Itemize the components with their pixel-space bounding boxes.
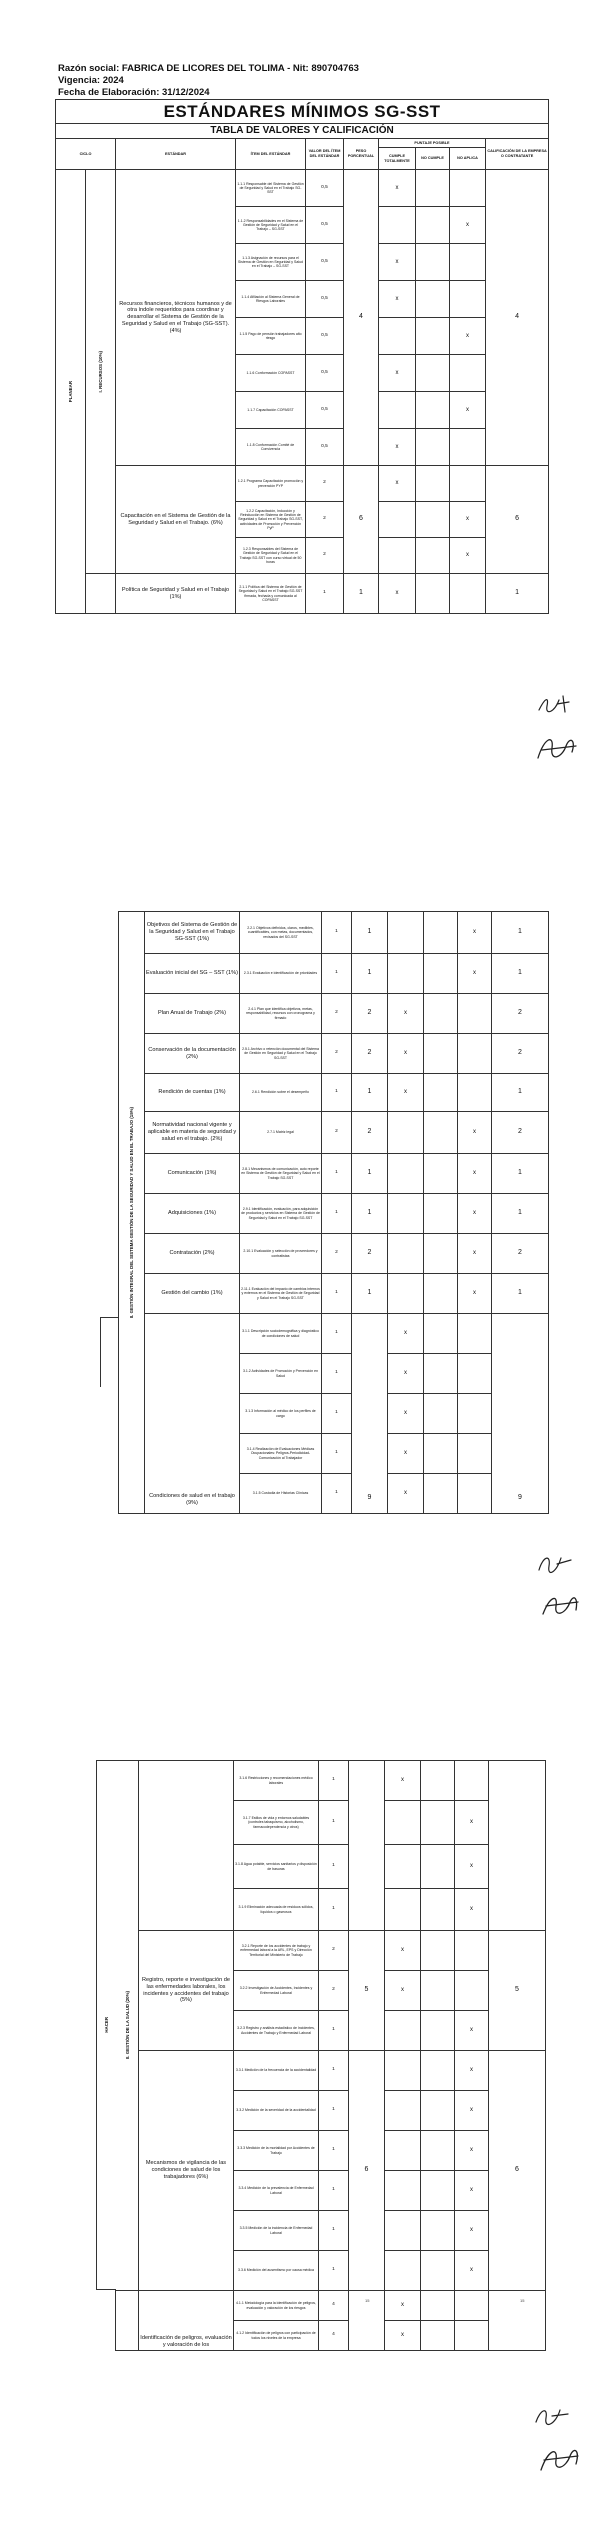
- item-cell: 4.1.2 Identificación de peligros con participación de todos los niveles de la empresa: [234, 2321, 319, 2351]
- item-cell: 3.3.2 Medición de la severidad de la accidentalidad: [234, 2091, 319, 2131]
- value-cell: 0,5: [306, 207, 344, 244]
- item-cell: 3.1.2 Actividades de Promoción y Prevención en Salud: [240, 1354, 322, 1394]
- bracket-line: [100, 1317, 118, 1318]
- page-1-table: [55, 99, 548, 614]
- mark-no-aplica: x: [450, 538, 486, 574]
- ciclo-cell: PLANEAR: [56, 170, 86, 614]
- value-cell: 1: [319, 1845, 349, 1889]
- item-cell: 2.4.1 Plan que identifica objetivos, metas, responsabilidad, recursos con cronograma y firmado: [240, 994, 322, 1034]
- vigencia-line: Vigencia: 2024: [58, 75, 124, 86]
- score-cell: 1: [486, 574, 549, 614]
- col-no-cumple: NO CUMPLE: [416, 148, 450, 170]
- mark-cumple: x: [379, 355, 416, 392]
- mark-no-aplica: x: [455, 2051, 489, 2091]
- score-cell: 5: [489, 1931, 546, 2051]
- weight-cell: 2: [352, 994, 388, 1034]
- weight-cell: 1: [352, 1074, 388, 1112]
- standard-cell: Rendición de cuentas (1%): [145, 1074, 240, 1112]
- weight-cell: 2: [352, 1112, 388, 1154]
- value-cell: 2: [306, 502, 344, 538]
- weight-cell: 6: [344, 466, 379, 574]
- value-cell: 0,5: [306, 318, 344, 355]
- value-cell: 1: [322, 1474, 352, 1514]
- standard-cell: Política de Seguridad y Salud en el Trabajo (1%): [116, 574, 236, 614]
- item-cell: 3.3.6 Medición del ausentismo por causa médica: [234, 2251, 319, 2291]
- signature: [532, 728, 582, 768]
- mark-no-aplica: x: [450, 318, 486, 355]
- mark-cumple: x: [388, 1474, 424, 1514]
- item-cell: 3.3.4 Medición de la prevalencia de Enfermedad Laboral: [234, 2171, 319, 2211]
- item-cell: 1.1.8 Conformación Comité de Convivencia: [236, 429, 306, 466]
- col-item: ÍTEM DEL ESTÁNDAR: [236, 139, 306, 170]
- mark-cumple: x: [388, 1314, 424, 1354]
- value-cell: 1: [322, 1274, 352, 1314]
- value-cell: 1: [322, 954, 352, 994]
- item-cell: 2.7.1 Matriz legal: [240, 1112, 322, 1154]
- item-cell: 2.5.1 Archivo o retención documental del Sistema de Gestión en Seguridad y Salud en el Trabajo SG-SST: [240, 1034, 322, 1074]
- mark-cumple: x: [379, 429, 416, 466]
- footer-number-right: 15: [520, 2298, 525, 2303]
- weight-cell: 1: [352, 1194, 388, 1234]
- item-cell: 3.1.5 Custodia de Historias Clínicas: [240, 1474, 322, 1514]
- value-cell: 1: [319, 2131, 349, 2171]
- mark-no-aplica: x: [455, 2211, 489, 2251]
- mark-no-aplica: x: [458, 1234, 492, 1274]
- weight-cell: 5: [349, 1931, 385, 2051]
- value-cell: 1: [319, 1761, 349, 1801]
- item-cell: 1.1.4 Afiliación al Sistema General de Riesgos Laborales: [236, 281, 306, 318]
- value-cell: 1: [319, 1801, 349, 1845]
- initials-signature: [532, 2400, 572, 2430]
- item-cell: 2.2.1 Objetivos definidos, claros, medibles, cuantificables, con metas, documentados, revisados del SG-SST: [240, 912, 322, 954]
- item-cell: 3.1.4 Realización de Evaluaciones Médicas Ocupacionales: Peligros-Periodicidad- Comunicación al Trabajador: [240, 1434, 322, 1474]
- company-line: Razón social: FABRICA DE LICORES DEL TOLIMA - Nit: 890704763: [58, 63, 359, 74]
- value-cell: 0,5: [306, 170, 344, 207]
- score-cell: 2: [492, 1234, 549, 1274]
- item-cell: 3.3.3 Medición de la mortalidad por Accidentes de Trabajo: [234, 2131, 319, 2171]
- value-cell: 2: [322, 994, 352, 1034]
- mark-no-aplica: x: [455, 2131, 489, 2171]
- standard-cell: Mecanismos de vigilancia de las condiciones de salud de los trabajadores (6%): [139, 2051, 234, 2291]
- score-cell: 1: [492, 954, 549, 994]
- weight-cell: 1: [352, 912, 388, 954]
- weight-cell: 9: [352, 1314, 388, 1514]
- mark-no-aplica: x: [455, 1889, 489, 1931]
- item-cell: 2.8.1 Mecanismos de comunicación, auto reporte en Sistema de Gestión de Seguridad y Salud en el Trabajo SG-SST: [240, 1154, 322, 1194]
- mark-no-aplica: x: [458, 1112, 492, 1154]
- item-cell: 3.1.1 Descripción sociodemográfica y diagnóstico de condiciones de salud: [240, 1314, 322, 1354]
- value-cell: 2: [322, 1034, 352, 1074]
- signature: [536, 2440, 584, 2476]
- item-cell: 2.11.1 Evaluación del impacto de cambios internos y externos en el Sistema de Gestión de Seguridad y Salud en el Trabajo SG-SST: [240, 1274, 322, 1314]
- mark-no-aplica: x: [458, 1274, 492, 1314]
- value-cell: 0,5: [306, 281, 344, 318]
- standard-cell: Plan Anual de Trabajo (2%): [145, 994, 240, 1034]
- mark-no-aplica: x: [458, 954, 492, 994]
- value-cell: 1: [306, 574, 344, 614]
- weight-cell: 1: [352, 1274, 388, 1314]
- value-cell: 1: [319, 2211, 349, 2251]
- value-cell: 0,5: [306, 392, 344, 429]
- value-cell: 0,5: [306, 355, 344, 392]
- mark-cumple: x: [388, 1034, 424, 1074]
- mark-cumple: x: [388, 994, 424, 1034]
- value-cell: 2: [322, 1112, 352, 1154]
- item-cell: 3.1.7 Estilos de vida y entornos saludables (controles tabaquismo, alcoholismo, farmacodependencia y otros): [234, 1801, 319, 1845]
- mark-no-aplica: x: [450, 207, 486, 244]
- group-cell: II. GESTIÓN DE LA SALUD (20%): [116, 1761, 139, 2291]
- score-cell: 1: [492, 1154, 549, 1194]
- standard-cell: Capacitación en el Sistema de Gestión de la Seguridad y Salud en el Trabajo. (6%): [116, 466, 236, 574]
- group-cell: I. RECURSOS (10%): [86, 170, 116, 574]
- mark-cumple: x: [385, 2291, 421, 2321]
- weight-cell: 2: [352, 1234, 388, 1274]
- signature: [538, 1588, 583, 1620]
- score-cell: 2: [492, 994, 549, 1034]
- value-cell: 0,5: [306, 244, 344, 281]
- item-cell: 3.1.9 Eliminación adecuada de residuos sólidos, líquidos o gaseosos: [234, 1889, 319, 1931]
- mark-no-aplica: x: [458, 1194, 492, 1234]
- value-cell: 1: [319, 2251, 349, 2291]
- value-cell: 1: [322, 1154, 352, 1194]
- value-cell: 1: [322, 1074, 352, 1112]
- item-cell: 2.3.1 Evaluación e identificación de prioridades: [240, 954, 322, 994]
- mark-cumple: x: [379, 281, 416, 318]
- mark-cumple: x: [385, 1931, 421, 1971]
- item-cell: 1.1.6 Conformación COPASST: [236, 355, 306, 392]
- item-cell: 3.2.2 Investigación de Accidentes, Incidentes y Enfermedad Laboral: [234, 1971, 319, 2011]
- value-cell: 2: [306, 466, 344, 502]
- group-cell: II. GESTIÓN INTEGRAL DEL SISTEMA GESTIÓN DE LA SEGURIDAD Y SALUD EN EL TRABAJO (15%): [119, 912, 145, 1514]
- col-peso: PESO PORCENTUAL: [344, 139, 379, 170]
- standard-cell: Comunicación (1%): [145, 1154, 240, 1194]
- mark-no-aplica: x: [455, 2251, 489, 2291]
- mark-no-aplica: x: [455, 2171, 489, 2211]
- weight-cell: 4: [344, 170, 379, 466]
- mark-cumple: x: [385, 2321, 421, 2351]
- fecha-line: Fecha de Elaboración: 31/12/2024: [58, 87, 210, 98]
- item-cell: 3.1.6 Restricciones y recomendaciones médico laborales: [234, 1761, 319, 1801]
- item-cell: 1.1.1 Responsable del Sistema de Gestión de Seguridad y Salud en el Trabajo SG-SST: [236, 170, 306, 207]
- weight-cell: 1: [352, 954, 388, 994]
- mark-no-aplica: x: [458, 1154, 492, 1194]
- ciclo-cell: HACER: [96, 1760, 116, 2290]
- score-cell: 2: [492, 1034, 549, 1074]
- item-cell: 2.9.1 Identificación, evaluación, para adquisición de productos y servicios en Sistema de Gestión de Seguridad y Salud en el Trabajo SG-SST: [240, 1194, 322, 1234]
- initials-signature: [535, 690, 575, 720]
- standard-cell: Contratación (2%): [145, 1234, 240, 1274]
- value-cell: 1: [322, 1434, 352, 1474]
- mark-no-aplica: x: [458, 912, 492, 954]
- item-cell: 1.1.3 Asignación de recursos para el Sistema de Gestión en Seguridad y Salud en el Trabajo – SG-SST: [236, 244, 306, 281]
- item-cell: 1.2.1 Programa Capacitación promoción y prevención PYP: [236, 466, 306, 502]
- value-cell: 1: [322, 912, 352, 954]
- value-cell: 1: [322, 1394, 352, 1434]
- col-no-aplica: NO APLICA: [450, 148, 486, 170]
- standard-cell: Gestión del cambio (1%): [145, 1274, 240, 1314]
- initials-signature: [535, 1548, 575, 1578]
- page-2-table: [118, 911, 548, 1514]
- standard-cell: Objetivos del Sistema de Gestión de la Seguridad y Salud en el Trabajo SG-SST (1%): [145, 912, 240, 954]
- col-ciclo: CICLO: [56, 139, 116, 170]
- mark-no-aplica: x: [455, 1845, 489, 1889]
- score-cell: 9: [492, 1314, 549, 1514]
- item-cell: 1.1.7 Capacitación COPASST: [236, 392, 306, 429]
- mark-cumple: x: [379, 170, 416, 207]
- item-cell: 1.1.5 Pago de pensión trabajadores alto riesgo: [236, 318, 306, 355]
- standard-cell: Evaluación inicial del SG – SST (1%): [145, 954, 240, 994]
- score-cell: 6: [486, 466, 549, 574]
- page-subtitle: TABLA DE VALORES Y CALIFICACIÓN: [56, 124, 549, 139]
- standard-cell: Registro, reporte e investigación de las enfermedades laborales, los incidentes y accidentes del trabajo (5%): [139, 1931, 234, 2051]
- value-cell: 1: [319, 1889, 349, 1931]
- item-cell: 3.2.1 Reporte de los accidentes de trabajo y enfermedad laboral a la ARL, EPS y Dirección Territorial del Ministerio de Trabajo: [234, 1931, 319, 1971]
- col-valor: VALOR DEL ÍTEM DEL ESTÁNDAR: [306, 139, 344, 170]
- score-cell: 2: [492, 1112, 549, 1154]
- value-cell: 1: [322, 1314, 352, 1354]
- value-cell: 2: [319, 1971, 349, 2011]
- mark-cumple: x: [388, 1434, 424, 1474]
- standard-cell: Adquisiciones (1%): [145, 1194, 240, 1234]
- score-cell: 1: [492, 1274, 549, 1314]
- value-cell: 2: [319, 1931, 349, 1971]
- mark-cumple: x: [388, 1354, 424, 1394]
- value-cell: 1: [322, 1194, 352, 1234]
- standard-cell: Conservación de la documentación (2%): [145, 1034, 240, 1074]
- mark-cumple: x: [379, 574, 416, 614]
- value-cell: 1: [319, 2091, 349, 2131]
- item-cell: 1.2.2 Capacitación, Inducción y Reinducción en Sistema de Gestión de Seguridad y Salud en el Trabajo SG-SST, actividades de Promoción y Prevención PyP: [236, 502, 306, 538]
- standard-cell: Recursos financieros, técnicos humanos y de otra índole requeridos para coordinar y desarrollar el Sistema de Gestión de la Seguridad y Salud en el Trabajo (SG-SST). (4%): [116, 170, 236, 466]
- weight-cell: 1: [344, 574, 379, 614]
- mark-cumple: x: [385, 1971, 421, 2011]
- page-title: ESTÁNDARES MÍNIMOS SG-SST: [56, 100, 549, 124]
- value-cell: 2: [306, 538, 344, 574]
- item-cell: 2.1.1 Política del Sistema de Gestión de Seguridad y Salud en el Trabajo SG-SST firmada, fechada y comunicada al COPASST: [236, 574, 306, 614]
- weight-cell: 2: [352, 1034, 388, 1074]
- score-cell: 1: [492, 912, 549, 954]
- col-calificacion: CALIFICACIÓN DE LA EMPRESA O CONTRATANTE: [486, 139, 549, 170]
- mark-no-aplica: x: [450, 392, 486, 429]
- item-cell: 3.3.5 Medición de la incidencia de Enfermedad Laboral: [234, 2211, 319, 2251]
- standard-cell: Identificación de peligros, evaluación y valoración de los: [139, 2291, 234, 2351]
- mark-no-aplica: x: [450, 502, 486, 538]
- mark-no-aplica: x: [455, 1801, 489, 1845]
- weight-cell: 1: [352, 1154, 388, 1194]
- page-3-table: [115, 1760, 545, 2351]
- col-cumple: CUMPLE TOTALMENTE: [379, 148, 416, 170]
- weight-cell: 6: [349, 2051, 385, 2291]
- mark-no-aplica: x: [455, 2011, 489, 2051]
- score-cell: 6: [489, 2051, 546, 2291]
- mark-cumple: x: [388, 1074, 424, 1112]
- value-cell: 0,5: [306, 429, 344, 466]
- value-cell: 1: [322, 1354, 352, 1394]
- item-cell: 3.1.8 Agua potable, servicios sanitarios y disposición de basuras: [234, 1845, 319, 1889]
- mark-cumple: x: [379, 466, 416, 502]
- item-cell: 4.1.1 Metodología para la identificación de peligros, evaluación y valoración de los riesgos: [234, 2291, 319, 2321]
- item-cell: 3.2.3 Registro y análisis estadístico de Incidentes, Accidentes de Trabajo y Enfermedad Laboral: [234, 2011, 319, 2051]
- value-cell: 4: [319, 2321, 349, 2351]
- item-cell: 2.10.1 Evaluación y selección de proveedores y contratistas: [240, 1234, 322, 1274]
- footer-number-left: 15: [365, 2298, 370, 2303]
- item-cell: 3.3.1 Medición de la frecuencia de la accidentalidad: [234, 2051, 319, 2091]
- score-cell: 1: [492, 1194, 549, 1234]
- col-estandar: ESTÁNDAR: [116, 139, 236, 170]
- item-cell: 1.1.2 Responsabilidades en el Sistema de Gestión de Seguridad y Salud en el Trabajo – SG-SST: [236, 207, 306, 244]
- mark-no-aplica: x: [455, 2091, 489, 2131]
- mark-cumple: x: [388, 1394, 424, 1434]
- item-cell: 3.1.3 Información al médico de los perfiles de cargo: [240, 1394, 322, 1434]
- value-cell: 1: [319, 2011, 349, 2051]
- mark-cumple: x: [385, 1761, 421, 1801]
- value-cell: 1: [319, 2171, 349, 2211]
- value-cell: 2: [322, 1234, 352, 1274]
- col-puntaje: PUNTAJE POSIBLE: [379, 139, 486, 148]
- value-cell: 1: [319, 2051, 349, 2091]
- bracket-line: [100, 1317, 101, 1387]
- standard-cell: Normatividad nacional vigente y aplicable en materia de seguridad y salud en el trabajo. (2%): [145, 1112, 240, 1154]
- score-cell: 1: [492, 1074, 549, 1112]
- score-cell: 4: [486, 170, 549, 466]
- item-cell: 2.6.1 Rendición sobre el desempeño: [240, 1074, 322, 1112]
- mark-cumple: x: [379, 244, 416, 281]
- standard-cell: Condiciones de salud en el trabajo (9%): [145, 1314, 240, 1514]
- value-cell: 4: [319, 2291, 349, 2321]
- item-cell: 1.2.3 Responsables del Sistema de Gestión de Seguridad y Salud en el Trabajo SG-SST con curso virtual de 50 horas: [236, 538, 306, 574]
